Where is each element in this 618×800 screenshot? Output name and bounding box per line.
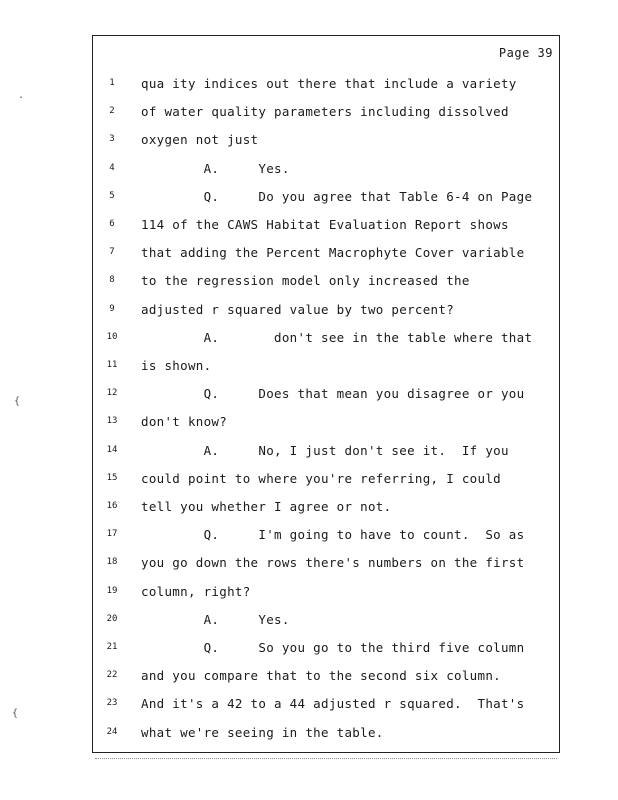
line-text: tell you whether I agree or not. xyxy=(141,499,392,514)
line-number: 14 xyxy=(106,444,118,455)
line-text: A. Yes. xyxy=(141,160,290,176)
transcript-line xyxy=(93,132,559,160)
line-number: 15 xyxy=(106,472,118,483)
transcript-line xyxy=(93,161,559,189)
transcript-line xyxy=(93,668,559,696)
line-text: what we're seeing in the table. xyxy=(141,724,384,740)
transcript-line xyxy=(93,499,559,527)
line-number: 4 xyxy=(109,162,115,173)
line-text: you go down the rows there's numbers on the first xyxy=(141,555,525,571)
line-number: 9 xyxy=(109,303,115,314)
transcript-line xyxy=(93,555,559,583)
transcript-line xyxy=(93,245,559,273)
transcript-line xyxy=(93,189,559,217)
footer-rule xyxy=(95,758,557,759)
line-text: Q. Do you agree that Table 6-4 on Page xyxy=(141,188,533,204)
page-number: Page 39 xyxy=(498,46,553,60)
line-text: Q. I'm going to have to count. So as xyxy=(141,527,525,543)
line-number: 3 xyxy=(109,134,115,145)
line-text: A. No, I just don't see it. If you xyxy=(141,442,509,458)
line-number: 23 xyxy=(106,698,118,709)
transcript-line xyxy=(93,273,559,301)
line-number: 22 xyxy=(106,670,118,681)
transcript-line xyxy=(93,358,559,386)
line-text: is shown. xyxy=(141,358,212,373)
transcript-line xyxy=(93,725,559,753)
line-number: 11 xyxy=(106,360,118,370)
margin-mark-bottom: { xyxy=(12,708,19,719)
transcript-line xyxy=(93,330,559,358)
margin-mark-top: . xyxy=(18,90,25,101)
transcript-line xyxy=(93,217,559,245)
transcript-line xyxy=(93,612,559,640)
line-text: oxygen not just xyxy=(141,132,259,148)
margin-mark-mid: { xyxy=(14,396,21,407)
transcript-line xyxy=(93,527,559,555)
line-number: 1 xyxy=(109,78,115,88)
line-number: 2 xyxy=(109,106,115,117)
transcript-line xyxy=(93,414,559,442)
line-text: And it's a 42 to a 44 adjusted r squared. That's xyxy=(141,696,525,712)
line-number: 8 xyxy=(109,275,115,286)
line-number: 12 xyxy=(106,388,118,399)
line-text: adjusted r squared value by two percent? xyxy=(141,301,455,317)
transcript-line xyxy=(93,302,559,330)
line-text: that adding the Percent Macrophyte Cover variable xyxy=(141,245,525,261)
line-number: 6 xyxy=(109,219,115,229)
line-number: 19 xyxy=(106,585,118,596)
line-text: column, right? xyxy=(141,583,251,599)
line-text: to the regression model only increased the xyxy=(141,273,470,289)
line-number: 20 xyxy=(106,613,118,624)
line-text: and you compare that to the second six column. xyxy=(141,668,501,684)
transcript-page xyxy=(92,35,560,753)
transcript-line xyxy=(93,640,559,668)
line-number: 5 xyxy=(109,190,115,201)
line-text: qua ity indices out there that include a variety xyxy=(141,76,517,91)
line-text: don't know? xyxy=(141,414,228,430)
line-number: 18 xyxy=(106,557,118,568)
line-number: 21 xyxy=(106,642,118,652)
line-text: A. Yes. xyxy=(141,611,290,627)
transcript-line xyxy=(93,386,559,414)
line-number: 16 xyxy=(106,501,118,511)
line-text: of water quality parameters including dissolved xyxy=(141,104,509,120)
line-number: 24 xyxy=(106,726,118,737)
line-number: 13 xyxy=(106,416,118,427)
transcript-line xyxy=(93,696,559,724)
transcript-line xyxy=(93,104,559,132)
transcript-line xyxy=(93,76,559,104)
transcript-line xyxy=(93,471,559,499)
line-number: 7 xyxy=(109,247,115,258)
line-text: Q. Does that mean you disagree or you xyxy=(141,386,525,402)
transcript-line xyxy=(93,443,559,471)
transcript-line xyxy=(93,584,559,612)
line-text: Q. So you go to the third five column xyxy=(141,640,525,655)
line-number: 10 xyxy=(106,331,118,342)
line-number: 17 xyxy=(106,529,118,540)
line-text: could point to where you're referring, I could xyxy=(141,470,501,486)
line-text: A. don't see in the table where that xyxy=(141,329,533,345)
line-text: 114 of the CAWS Habitat Evaluation Report shows xyxy=(141,217,509,232)
